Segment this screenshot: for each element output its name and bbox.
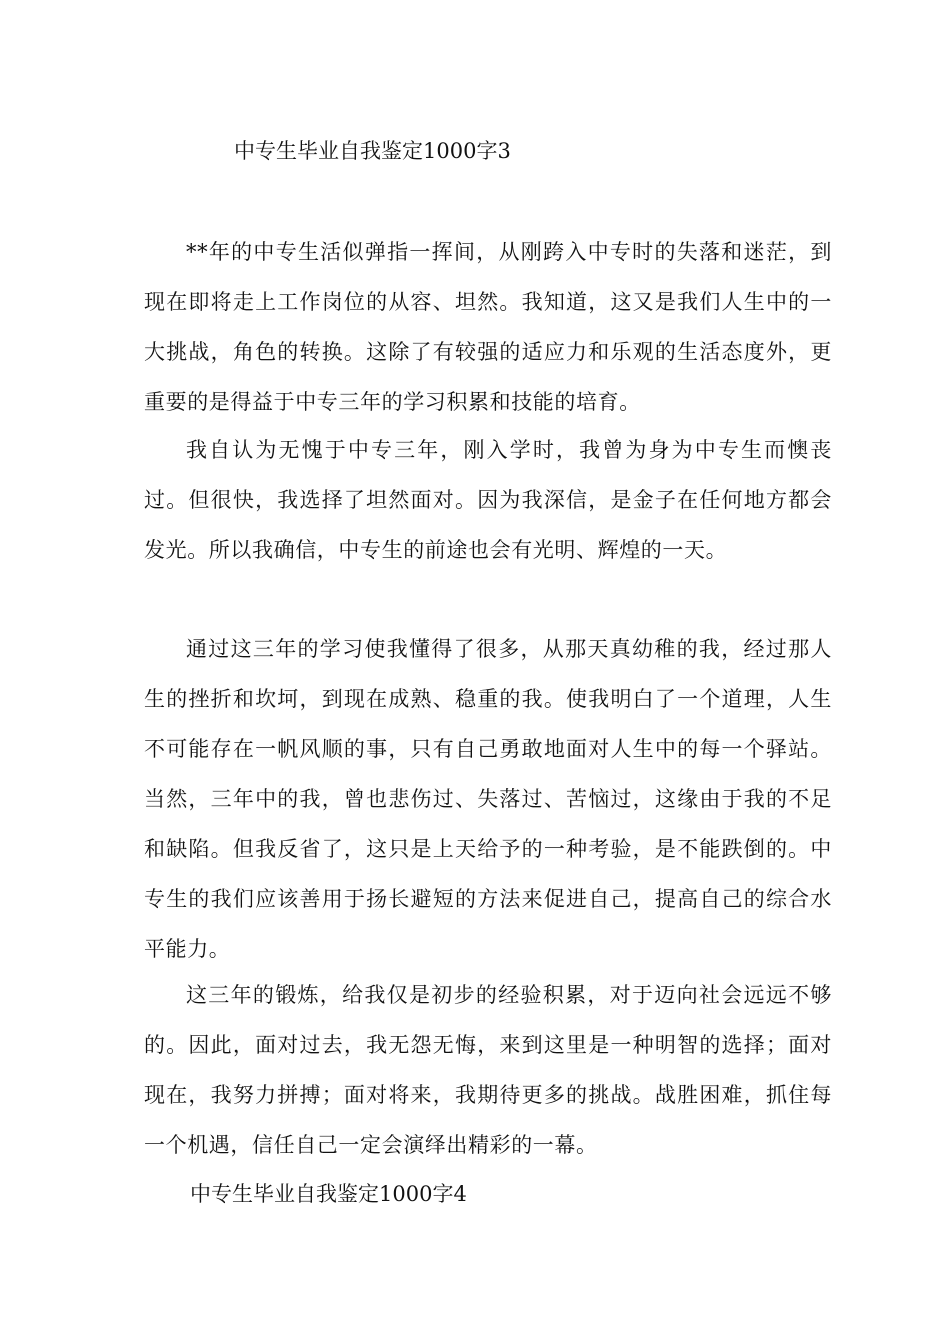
next-section-heading: 中专生毕业自我鉴定1000字4 — [190, 1182, 467, 1206]
paragraph-3: 通过这三年的学习使我懂得了很多，从那天真幼稚的我，经过那人生的挫折和坎坷，到现在成熟、稳重的我。使我明白了一个道理，人生不可能存在一帆风顺的事，只有自己勇敢地面对人生中的每一个驿站。当然，三年中的我，曾也悲伤过、失落过、苦恼过，这缘由于我的不足和缺陷。但我反省了，这只是上天给予的一种考验，是不能跌倒的。中专生的我们应该善用于扬长避短的方法来促进自己，提高自己的综合水平能力。 — [144, 637, 832, 961]
document-heading: 中专生毕业自我鉴定1000字3 — [234, 139, 511, 163]
paragraph-4: 这三年的锻炼，给我仅是初步的经验积累，对于迈向社会远远不够的。因此，面对过去，我无怨无悔，来到这里是一种明智的选择；面对现在，我努力拼搏；面对将来，我期待更多的挑战。战胜困难，抓住每一个机遇，信任自己一定会演绎出精彩的一幕。 — [144, 983, 832, 1157]
paragraph-1: **年的中专生活似弹指一挥间，从刚跨入中专时的失落和迷茫，到现在即将走上工作岗位的从容、坦然。我知道，这又是我们人生中的一大挑战，角色的转换。这除了有较强的适应力和乐观的生活态度外，更重要的是得益于中专三年的学习积累和技能的培育。 — [144, 240, 832, 414]
paragraph-2: 我自认为无愧于中专三年，刚入学时，我曾为身为中专生而懊丧过。但很快，我选择了坦然面对。因为我深信，是金子在任何地方都会发光。所以我确信，中专生的前途也会有光明、辉煌的一天。 — [144, 438, 832, 562]
